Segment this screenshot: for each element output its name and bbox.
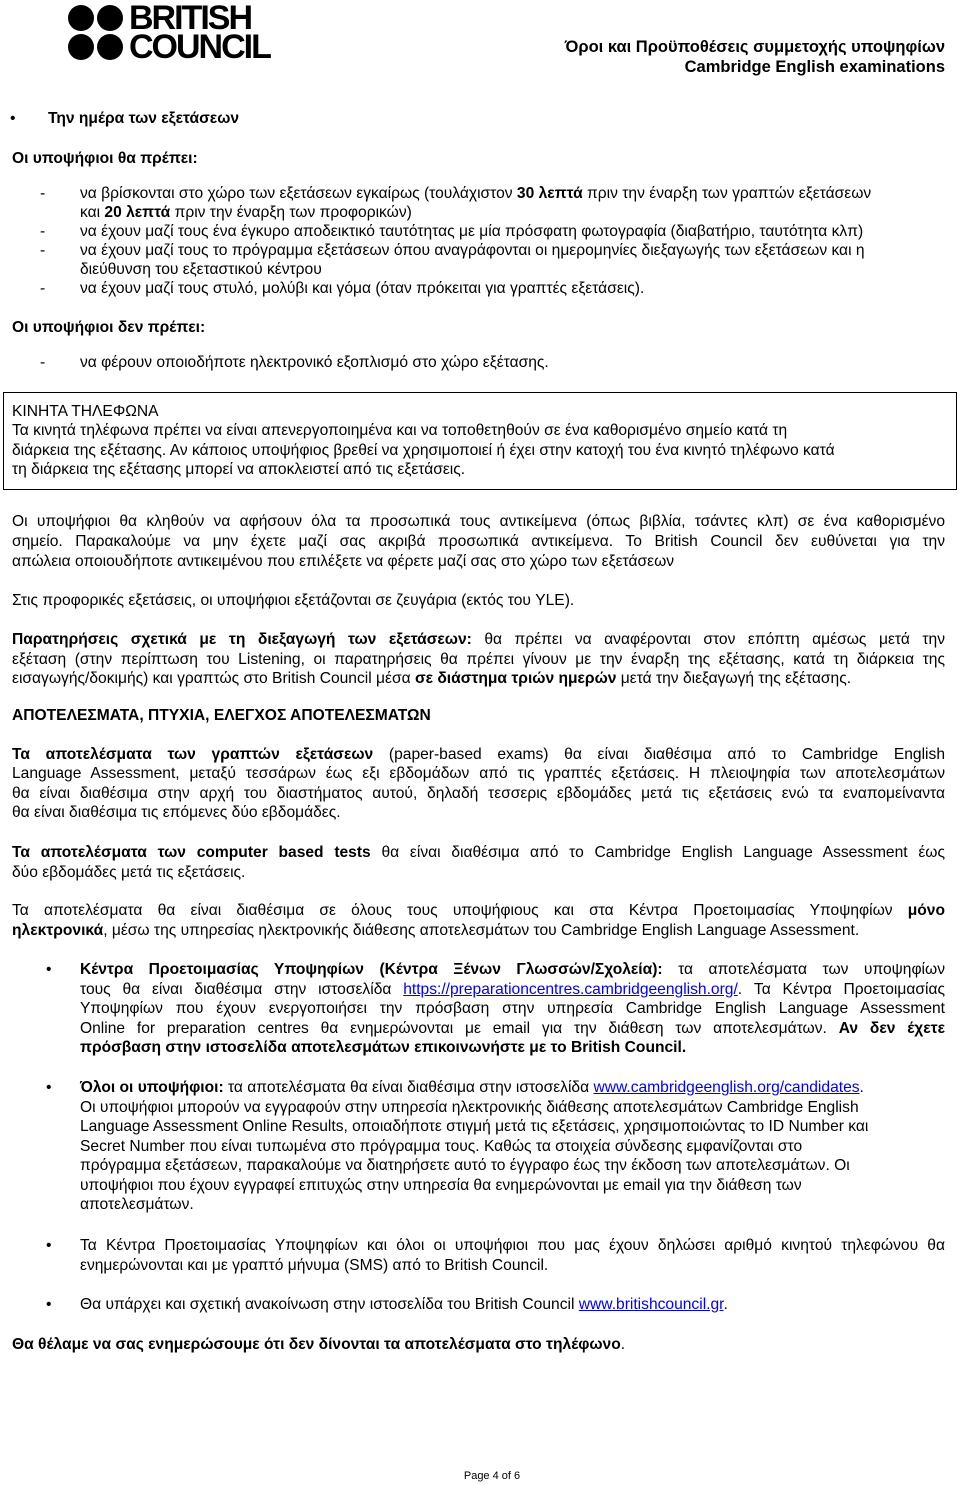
- text-run: διεύθυνση του εξεταστικού κέντρου: [80, 261, 322, 278]
- text-line: [12, 764, 945, 783]
- logo-dot-icon: [68, 5, 94, 31]
- bold-text: μόνο: [907, 902, 945, 919]
- logo-text-line1: BRITISH: [129, 0, 251, 37]
- text-run: Language Assessment Online Results, οποιαδήποτε στιγμή μετά τις εξετάσεις, χρησιμοποιώντας το ID Number και: [80, 1118, 869, 1135]
- text-line: [80, 999, 945, 1019]
- website-announcement-text: [80, 1295, 945, 1315]
- bold-text: Θα θέλαμε να σας ενημερώσουμε ότι δεν δίνονται τα αποτελέσματα στο τηλέφωνο: [12, 1336, 621, 1353]
- text-run: να έχουν μαζί τους στυλό, μολύβι και γόμα (όταν πρόκειται για γραπτές εξετάσεις).: [80, 280, 645, 297]
- bullet-marker: •: [46, 1237, 52, 1254]
- text-line: [80, 353, 950, 373]
- text-run: Τα Κέντρα Προετοιμασίας Υποψηφίων και όλοι οι υποψήφιοι που μας έχουν δηλώσει αριθμό κινητού τηλεφώνου θα: [80, 1237, 945, 1254]
- bold-text: Τα αποτελέσματα των computer based tests: [12, 844, 371, 861]
- text-line: [12, 1335, 945, 1355]
- text-run: Οι υποψήφιοι μπορούν να εγγραφούν στην υπηρεσία ηλεκτρονικής διάθεσης αποτελεσμάτων Cambridge English: [80, 1098, 859, 1116]
- text-run: σημείο. Παρακαλούμε να μην έχετε μαζί σας ακριβά προσωπικά αντικείμενα. Το British Council δεν ευθύνεται για την: [12, 533, 945, 550]
- dash-marker: -: [40, 242, 46, 259]
- text-run: Οι υποψήφιοι θα κληθούν να αφήσουν όλα τα προσωπικά τους αντικείμενα (όπως βιβλία, τσάντες κλπ) σε ένα καθορισμένο: [12, 513, 945, 530]
- bullet-marker: •: [10, 110, 16, 127]
- logo-dot-icon: [68, 34, 94, 60]
- text-line: [80, 1256, 945, 1276]
- text-line: [12, 630, 945, 650]
- text-run: διάρκεια της εξέτασης. Αν κάποιος υποψήφιος βρεθεί να χρησιμοποιεί ή έχει στην κατοχή του ένα κινητό τηλέφωνο κατά: [12, 441, 835, 459]
- dash-marker: -: [40, 354, 46, 371]
- mobile-phones-title: [12, 402, 942, 422]
- bold-text: Οι υποψήφιοι θα πρέπει:: [12, 150, 198, 167]
- paper-results-paragraph: [12, 745, 945, 823]
- text-run: να έχουν μαζί τους ένα έγκυρο αποδεικτικό ταυτότητας με μία πρόσφατη φωτογραφία (διαβατήριο, ταυτότητα κλπ): [80, 223, 864, 240]
- text-line: [12, 803, 945, 822]
- text-run: εισαγωγής/δοκιμής) και γραπτώς στο British Council μέσα: [12, 670, 415, 688]
- text-run: Language Assessment, μεταξύ τεσσάρων έως εξι εβδομάδων από τις γραπτές εξετάσεις. Η πλειοψηφία των αποτελεσμάτων: [12, 765, 945, 783]
- text-line: [80, 960, 945, 980]
- text-run: μετά την διεξαγωγή της εξέτασης.: [616, 670, 852, 688]
- text-line: [80, 1176, 945, 1196]
- page-number: Page 4 of 6: [463, 1470, 521, 1482]
- text-run: να έχουν μαζί τους το πρόγραμμα εξετάσεων όπου αναγράφονται οι ημερομηνίες διεξαγωγής των εξετάσεων και η: [80, 242, 865, 259]
- text-run: θα είναι διαθέσιμα από το Cambridge English Language Assessment έως: [370, 844, 945, 861]
- text-line: [12, 901, 945, 921]
- text-run: υποψήφιοι που έχουν εγγραφεί επιτυχώς στην υπηρεσία θα ενημερώνονται με email για την διάθεση των: [80, 1176, 802, 1194]
- must-item-text: [80, 241, 950, 279]
- text-line: [12, 402, 942, 422]
- text-run: πρόγραμμα εξετάσεων, παρακαλούμε να διατηρήσετε αυτό το έγγραφο έως την έκδοση των αποτελεσμάτων. Οι: [80, 1157, 850, 1174]
- mobile-phones-box: [3, 392, 957, 490]
- text-line: [80, 1156, 945, 1176]
- text-run: Online for preparation centres θα ενημερώνονται με email για την διάθεση των αποτελεσμάτων.: [80, 1019, 839, 1037]
- text-run: θα είναι διαθέσιμα τις επόμενες δύο εβδομάδες.: [12, 804, 341, 822]
- bold-text: 30 λεπτά: [516, 185, 583, 202]
- bold-text: σε διάστημα τριών ημερών: [414, 670, 617, 688]
- bold-text: Αν δεν έχετε: [838, 1019, 946, 1037]
- text-line: [80, 222, 950, 241]
- bold-text: Οι υποψήφιοι δεν πρέπει:: [12, 319, 206, 336]
- sms-notification-text: [80, 1236, 945, 1275]
- bullet-marker: •: [46, 1296, 52, 1313]
- text-run: τη διάρκεια της εξέτασης μπορεί να αποκλειστεί από τις εξετάσεις.: [12, 461, 466, 479]
- text-run: απώλεια οποιουδήποτε αντικειμένου που επιλέξετε να φέρετε μαζί σας στο χώρο των εξετάσεων: [12, 553, 675, 570]
- text-line: [80, 203, 950, 222]
- oral-exams-paragraph: [12, 591, 945, 611]
- text-line: [80, 1117, 945, 1137]
- text-run: Τα κινητά τηλέφωνα πρέπει να είναι απενεργοποιημένα και να τοποθετηθούν σε ένα καθορισμένο σημείο κατά τη: [12, 422, 788, 440]
- bold-text: Κέντρα Προετοιμασίας Υποψηφίων (Κέντρα Ξένων Γλωσσών/Σχολεία):: [80, 961, 663, 978]
- closing-note: [12, 1335, 945, 1355]
- preparation-centres-text: [80, 960, 945, 1058]
- document-title: Όροι και Προϋποθέσεις συμμετοχής υποψηφίων: [564, 38, 945, 56]
- bold-text: ηλεκτρονικά: [12, 921, 104, 939]
- text-run: τους θα είναι διαθέσιμα στην ιστοσελίδα: [80, 980, 404, 998]
- exam-day-heading: [48, 109, 648, 129]
- belongings-paragraph: [12, 512, 945, 572]
- text-run: ΚΙΝΗΤΑ ΤΗΛΕΦΩΝΑ: [12, 403, 159, 420]
- candidates-must-not-heading: [12, 318, 612, 338]
- text-line: [80, 1038, 945, 1058]
- bold-text: Τα αποτελέσματα των γραπτών εξετάσεων: [12, 746, 374, 763]
- remarks-paragraph: [12, 630, 945, 689]
- cbt-results-paragraph: [12, 843, 945, 882]
- must-item-text: [80, 279, 950, 298]
- link[interactable]: https://preparationcentres.cambridgeenglish.org/: [403, 980, 738, 998]
- text-run: να φέρουν οποιοδήποτε ηλεκτρονικό εξοπλισμό στο χώρο εξέτασης.: [80, 354, 549, 371]
- text-run: .: [859, 1079, 864, 1096]
- link[interactable]: www.cambridgeenglish.org/candidates: [593, 1079, 860, 1096]
- text-line: [80, 279, 950, 298]
- text-line: [80, 1195, 945, 1215]
- text-line: [12, 784, 945, 803]
- text-line: [12, 591, 945, 611]
- text-line: [80, 1019, 945, 1039]
- text-line: [80, 1236, 945, 1256]
- text-line: [80, 1137, 945, 1157]
- text-line: [12, 706, 945, 726]
- text-line: [12, 921, 945, 941]
- text-line: [12, 669, 945, 689]
- text-line: [12, 650, 945, 670]
- text-run: αποτελεσμάτων.: [80, 1196, 194, 1213]
- text-line: [12, 863, 945, 883]
- text-run: τα αποτελέσματα θα είναι διαθέσιμα στην ιστοσελίδα: [223, 1079, 594, 1096]
- text-line: [80, 184, 950, 203]
- text-line: [80, 241, 950, 260]
- bold-text: Όλοι οι υποψήφιοι:: [80, 1079, 224, 1096]
- dash-marker: -: [40, 223, 46, 240]
- text-line: [12, 552, 945, 572]
- bold-text: Παρατηρήσεις σχετικά με τη διεξαγωγή των εξετάσεων:: [12, 631, 472, 648]
- text-line: [12, 460, 942, 479]
- text-line: [80, 1078, 945, 1098]
- text-line: [80, 980, 945, 1000]
- bullet-marker: •: [46, 1079, 52, 1096]
- text-run: να βρίσκονται στο χώρο των εξετάσεων εγκαίρως (τουλάχιστον: [80, 185, 517, 202]
- logo-dot-icon: [97, 5, 123, 31]
- all-candidates-text: [80, 1078, 945, 1215]
- link[interactable]: www.britishcouncil.gr: [578, 1296, 724, 1313]
- text-line: [12, 532, 945, 552]
- text-run: δύο εβδομάδες μετά τις εξετάσεις.: [12, 863, 246, 881]
- text-run: (paper-based exams) θα είναι διαθέσιμα από το Cambridge English: [373, 746, 945, 763]
- results-heading: [12, 706, 945, 726]
- text-line: [48, 109, 648, 129]
- text-line: [12, 149, 612, 169]
- text-run: θα είναι διαθέσιμα στην αρχή του διαστήματος αυτού, δηλαδή τεσσερις εβδομάδες μετά τις εξετάσεις ενώ τα εναπομείναντα: [12, 784, 945, 802]
- text-run: .: [620, 1336, 626, 1353]
- bold-text: 20 λεπτά: [104, 204, 171, 221]
- text-run: . Τα Κέντρα Προετοιμασίας: [737, 980, 945, 998]
- text-run: πριν την έναρξη των γραπτών εξετάσεων: [582, 185, 872, 202]
- logo-text-line2: COUNCIL: [129, 27, 270, 66]
- text-line: [80, 1098, 945, 1118]
- bold-text: πρόσβαση στην ιστοσελίδα αποτελεσμάτων επικοινωνήστε με το British Council.: [80, 1039, 687, 1056]
- text-line: [12, 745, 945, 764]
- dash-marker: -: [40, 185, 46, 202]
- text-line: [12, 318, 612, 338]
- bold-text: Την ημέρα των εξετάσεων: [48, 110, 240, 127]
- text-run: και: [80, 204, 105, 221]
- text-run: θα πρέπει να αναφέρονται στον επόπτη αμέσως μετά την: [471, 631, 946, 648]
- text-line: [12, 843, 945, 863]
- dash-marker: -: [40, 280, 46, 297]
- text-line: [80, 260, 950, 279]
- logo-dot-icon: [97, 34, 123, 60]
- text-run: Secret Number που είναι τυπωμένα στο πρόγραμμα τους. Καθώς τα στοιχεία σύνδεσης εμφανίζονται στο: [80, 1137, 803, 1155]
- text-run: πριν την έναρξη των προφορικών): [170, 204, 412, 221]
- text-run: Στις προφορικές εξετάσεις, οι υποψήφιοι εξετάζονται σε ζευγάρια (εκτός του YLE).: [12, 592, 575, 609]
- online-results-paragraph: [12, 901, 945, 940]
- mobile-phones-text: [12, 421, 942, 479]
- bullet-marker: •: [46, 961, 52, 978]
- candidates-must-heading: [12, 149, 612, 169]
- text-line: [80, 1295, 945, 1315]
- must-not-item-text: [80, 353, 950, 373]
- text-line: [12, 421, 942, 440]
- text-run: τα αποτελέσματα των υποψηφίων: [662, 961, 945, 978]
- text-run: .: [723, 1296, 728, 1313]
- text-line: [12, 441, 942, 460]
- bold-text: ΑΠΟΤΕΛΕΣΜΑΤΑ, ΠΤΥΧΙΑ, ΕΛΕΓΧΟΣ ΑΠΟΤΕΛΕΣΜΑΤΩΝ: [12, 707, 431, 724]
- must-item-text: [80, 222, 950, 241]
- document-subtitle: Cambridge English examinations: [684, 58, 945, 76]
- text-run: εξέταση (στην περίπτωση του Listening, οι παρατηρήσεις θα πρέπει γίνουν με την έναρξη της εξέτασης, κατά τη διάρκεια της: [12, 650, 945, 668]
- text-run: Υποψηφίων που έχουν ενεργοποιήσει την πρόσβαση στην υπηρεσία Cambridge English Language Assessment: [80, 1000, 945, 1017]
- text-run: ενημερώνονται και με γραπτό μήνυμα (SMS) από το British Council.: [80, 1256, 549, 1274]
- text-line: [12, 512, 945, 532]
- must-item-text: [80, 184, 950, 222]
- text-run: Τα αποτελέσματα θα είναι διαθέσιμα σε όλους τους υποψήφιους και στα Κέντρα Προετοιμασίας Υποψηφίων: [12, 902, 908, 919]
- text-run: , μέσω της υπηρεσίας ηλεκτρονικής διάθεσης αποτελεσμάτων του Cambridge English Language Assessment.: [103, 921, 860, 939]
- text-run: Θα υπάρχει και σχετική ανακοίνωση στην ιστοσελίδα του British Council: [80, 1296, 579, 1313]
